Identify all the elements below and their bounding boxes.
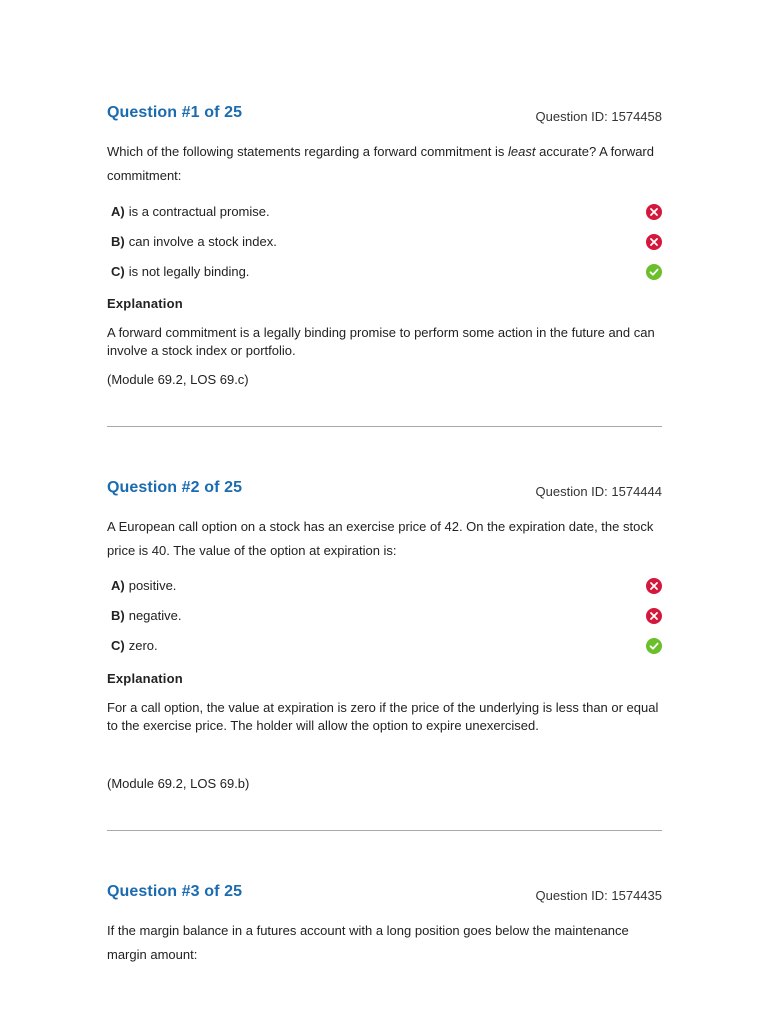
answer-letter: B) [111, 608, 125, 623]
question-text [107, 919, 662, 967]
answer-option-c [111, 262, 662, 282]
answer-text: positive. [128, 578, 177, 593]
answer-text: is not legally binding. [128, 264, 250, 279]
module-reference: (Module 69.2, LOS 69.b) [107, 776, 250, 791]
module-reference: (Module 69.2, LOS 69.c) [107, 372, 249, 387]
explanation-label: Explanation [107, 671, 183, 686]
question-id: Question ID: 1574458 [535, 109, 662, 124]
answer-letter: B) [111, 234, 125, 249]
explanation-label: Explanation [107, 296, 183, 311]
answer-letter: A) [111, 204, 125, 219]
section-divider [107, 830, 662, 831]
section-divider [107, 426, 662, 427]
question-text-start: A European call option on a stock has an exercise price of 42. On the expiration date, the stock price is 40. The value of the option at expiration is: [107, 519, 654, 558]
explanation-text: For a call option, the value at expiration is zero if the price of the underlying is less than or equal to the exercise price. The holder will allow the option to expire unexercised. [107, 700, 659, 733]
check-circle-icon [646, 264, 662, 280]
answer-text: is a contractual promise. [128, 204, 270, 219]
answer-option-a [111, 576, 662, 596]
question-id: Question ID: 1574444 [535, 484, 662, 499]
question-title: Question #1 of 25 [107, 104, 243, 121]
question-title: Question #3 of 25 [107, 883, 243, 900]
x-circle-icon [646, 578, 662, 594]
answer-letter: C) [111, 264, 125, 279]
question-title: Question #2 of 25 [107, 479, 243, 496]
check-circle-icon [646, 638, 662, 654]
answer-option-b [111, 232, 662, 252]
question-1 [107, 104, 662, 387]
question-text-start: Which of the following statements regarding a forward commitment is [107, 144, 509, 159]
question-header [107, 479, 662, 503]
question-header [107, 883, 662, 907]
x-circle-icon [646, 608, 662, 624]
question-2 [107, 479, 662, 791]
answer-letter: C) [111, 638, 125, 653]
question-header [107, 104, 662, 128]
question-text [107, 515, 662, 563]
x-circle-icon [646, 204, 662, 220]
answer-option-a [111, 202, 662, 222]
answer-option-c [111, 636, 662, 656]
answer-letter: A) [111, 578, 125, 593]
question-id: Question ID: 1574435 [535, 888, 662, 903]
question-3 [107, 883, 662, 962]
question-text-end: accurate? A forward commitment: [107, 144, 654, 183]
answer-text: zero. [128, 638, 158, 653]
question-text-emphasis: least [508, 144, 536, 159]
answer-text: can involve a stock index. [128, 234, 277, 249]
answer-option-b [111, 606, 662, 626]
question-text-start: If the margin balance in a futures account with a long position goes below the maintenance margin amount: [107, 923, 629, 962]
question-text [107, 140, 662, 188]
x-circle-icon [646, 234, 662, 250]
answer-text: negative. [128, 608, 182, 623]
explanation-text: A forward commitment is a legally binding promise to perform some action in the future and can involve a stock index or portfolio. [107, 325, 655, 358]
